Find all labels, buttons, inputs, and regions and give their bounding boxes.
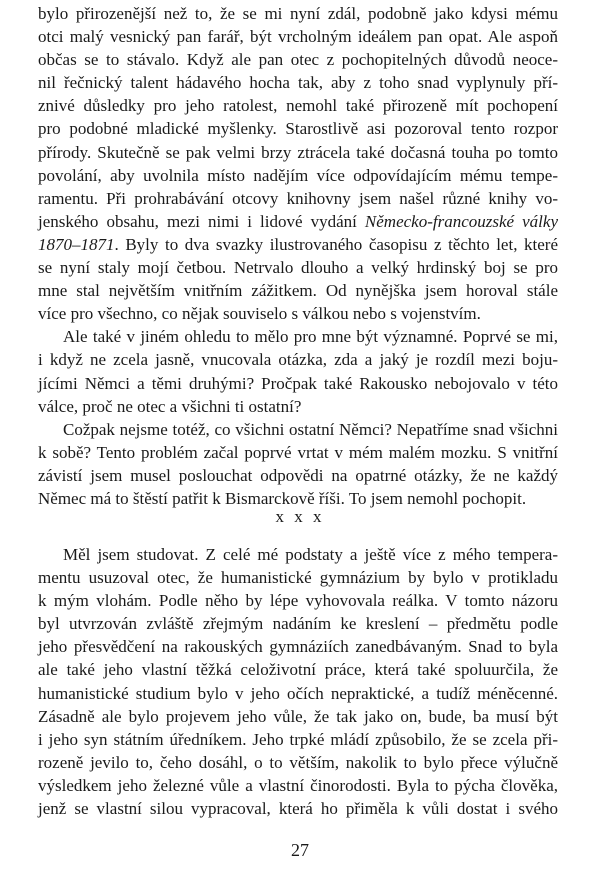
text-line: občas se to stávalo. Když ale pan otec z pochopitelných důvodů neoce- bbox=[38, 50, 558, 70]
text-line: i jeho syn státním úředníkem. Jeho trpké mládí způsobilo, že se zcela při- bbox=[38, 729, 558, 749]
text-line-with-italic bbox=[38, 233, 558, 256]
text-line: jeho přesvědčení na rakouských gymnáziích zanedbávaným. Snad to byla bbox=[38, 637, 558, 657]
text-line: přírody. Skutečně se pak velmi brzy ztrácela také dočasná touha po tomto bbox=[38, 142, 558, 162]
text-line: nil řečnický talent hádavého hocha tak, aby z toho snad vyplynuly pří- bbox=[38, 73, 558, 93]
text-line: pro podobné mladické myšlenky. Starostlivě asi pozoroval tento rozpor bbox=[38, 119, 558, 139]
text-line: mne stal největším vnitřním zážitkem. Od nynějška jsem horoval stále bbox=[38, 281, 558, 301]
paragraph-4 bbox=[38, 543, 558, 820]
text-line: více pro všechno, co nějak souviselo s válkou nebo s vojenstvím. bbox=[38, 304, 481, 324]
paragraph-2 bbox=[38, 325, 558, 417]
text-line: byl utvrzován zvláště zřejmým nadáním ke kreslení – předmětu podle bbox=[38, 614, 558, 634]
section-separator: x x x bbox=[275, 507, 325, 526]
paragraph-3 bbox=[38, 418, 558, 510]
text-line: Němec má to štěstí patřit k Bismarckově říši. To jsem nemohl pochopit. bbox=[38, 489, 527, 509]
text-line: ramentu. Při prohrabávání otcovy knihovny jsem našel různé knihy vo- bbox=[38, 188, 558, 208]
text-fragment: jenského obsahu, mezi nimi i lidové vydání bbox=[38, 211, 365, 231]
text-line: závistí jsem musel poslouchat odpovědi na opatrné otázky, že ne každý bbox=[38, 465, 558, 485]
text-line: jícími Němci a těmi druhými? Pročpak také Rakousko nebojovalo v této bbox=[38, 373, 558, 393]
text-line: k mým vlohám. Podle něho by lépe vyhovovala reálka. V tomto názoru bbox=[38, 591, 558, 611]
text-line: otci malý vesnický pan farář, být vrcholným ideálem pan opat. Ale aspoň bbox=[38, 27, 558, 47]
text-line: ale také jeho vlastní těžká celoživotní práce, která také spoluurčila, že bbox=[38, 660, 558, 680]
text-line: Měl jsem studovat. Z celé mé podstaty a ještě více z mého tempera- bbox=[63, 545, 558, 564]
text-line: rozeně jevilo to, čeho dosáhl, o to větším, nakolik to bylo přece výlučně bbox=[38, 752, 558, 772]
text-line: i když ne zcela jasně, vnucovala otázka, zda a jaký je rozdíl mezi boju- bbox=[38, 350, 558, 370]
text-line: Ale také v jiném ohledu to mělo pro mne být významné. Poprvé se mi, bbox=[63, 327, 558, 347]
italic-title: 1870–1871 bbox=[38, 234, 115, 254]
text-line: k sobě? Tento problém začal poprvé vrtat v mém malém mozku. S vnitřní bbox=[38, 442, 558, 462]
text-line: Cožpak nejsme totéž, co všichni ostatní Němci? Nepatříme snad všichni bbox=[63, 419, 558, 439]
text-line: bylo přirozenější než to, že se mi nyní zdál, podobně jako kdysi mému bbox=[38, 4, 558, 23]
text-line-with-italic bbox=[38, 210, 558, 233]
text-line: výsledkem jeho železné vůle a vlastní činorodosti. Byla to pýcha člověka, bbox=[38, 775, 558, 795]
text-line: humanistické studium bylo v jeho očích nepraktické, a tudíž méněcenné. bbox=[38, 683, 558, 703]
text-fragment: . Byly to dva svazky ilustrovaného časopisu z těchto let, které bbox=[114, 234, 558, 254]
page-number: 27 bbox=[291, 840, 309, 860]
paragraph-1 bbox=[38, 2, 558, 325]
text-line: povolání, aby uvolnila místo nadějím více odpovídajícím mému tempe- bbox=[38, 165, 558, 185]
text-line: jenž se vlastní silou vypracoval, která ho přiměla k vůli dostat i svého bbox=[38, 799, 558, 819]
text-line: válce, proč ne otec a všichni ti ostatní? bbox=[38, 396, 302, 416]
text-line: mentu usuzoval otec, že humanistické gymnázium by bylo v protikladu bbox=[38, 568, 558, 588]
text-line: se nyní staly mojí četbou. Netrvalo dlouho a velký hrdinský boj se pro bbox=[38, 258, 558, 278]
italic-title: Německo-francouzské války bbox=[364, 211, 559, 231]
text-line: znivé důsledky pro jeho ratolest, nemohl také přirozeně mít pochopení bbox=[38, 96, 558, 116]
text-line: Zásadně ale bylo projevem jeho vůle, že tak jako on, bude, ba musí být bbox=[38, 706, 558, 726]
